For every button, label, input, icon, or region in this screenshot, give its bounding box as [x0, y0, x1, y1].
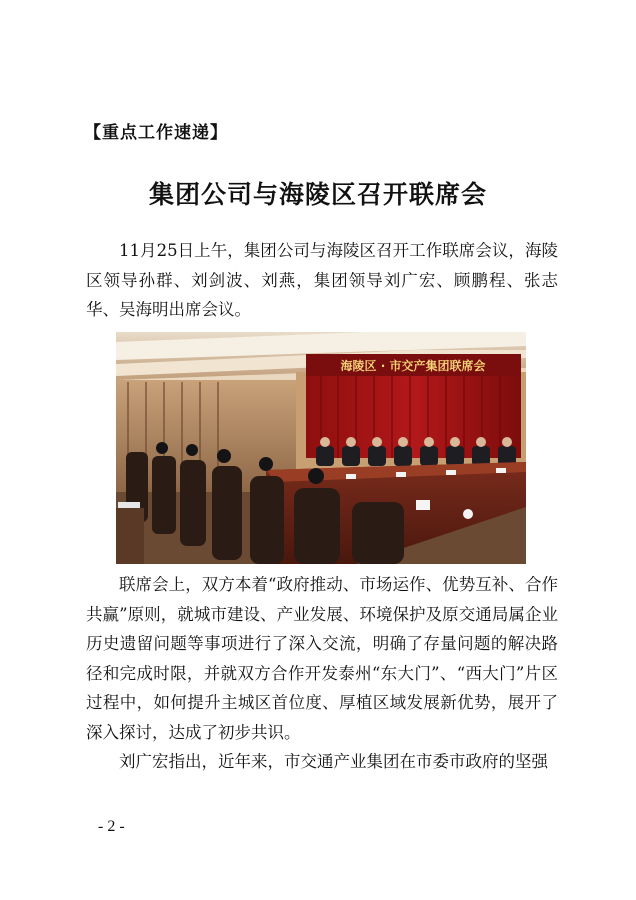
- paragraph-meeting-content: 联席会上，双方本着“政府推动、市场运作、优势互补、合作共赢”原则，就城市建设、产业发展、环境保护及原交通局属企业历史遗留问题等事项进行了深入交流，明确了存量问题的解决路径和完成时限，并就双方合作开发泰州“东大门”、“西大门”片区过程中，如何提升主城区首位度、厚植区域发展新优势，展开了深入探讨，达成了初步共识。: [86, 575, 558, 742]
- meeting-photo: [116, 332, 526, 564]
- banner-text: 海陵区 · 市交产集团联席会: [340, 359, 486, 373]
- section-tag: 【重点工作速递】: [84, 123, 228, 143]
- paragraph-liu-remarks: 刘广宏指出，近年来，市交通产业集团在市委市政府的坚强: [119, 752, 548, 771]
- paragraph-intro: 11月25日上午，集团公司与海陵区召开工作联席会议，海陵区领导孙群、刘剑波、刘燕，集团领导刘广宏、顾鹏程、张志华、吴海明出席会议。: [86, 241, 558, 319]
- page-number: - 2 -: [98, 818, 125, 835]
- article-title: 集团公司与海陵区召开联席会: [148, 180, 487, 209]
